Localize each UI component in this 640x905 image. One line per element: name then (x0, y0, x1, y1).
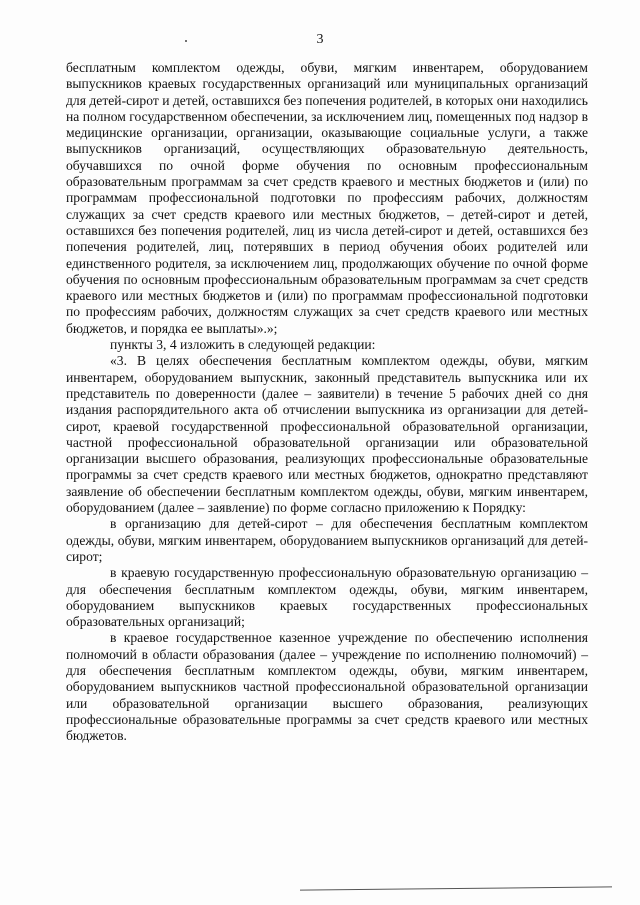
paragraph-state-institution: в краевое государственное казенное учреждение по обеспечению исполнения полномочий в области образования (далее – учреждение по исполнению полномочий) – для обеспечения бесплатным комплектом одежды, обуви, мягким инвентарем, оборудованием выпускников частной профессиональной образовательной организации или образовательной организации высшего образования, реализующих профессиональные образовательные программы за счет средств краевого или местных бюджетов. (66, 630, 588, 744)
page-number: 3 (316, 32, 324, 47)
paragraph-instruction: пункты 3, 4 изложить в следующей редакции: (110, 337, 376, 353)
paragraph-clause-3: «3. В целях обеспечения бесплатным комплектом одежды, обуви, мягким инвентарем, оборудованием выпускник, законный представитель выпускника или их представитель по доверенности (далее – заявители) в течение 5 рабочих дней со дня издания распорядительного акта об отчислении выпускника из организации для детей-сирот, краевой государственной профессиональной образовательной организации, частной профессиональной образовательной организации или образовательной организации высшего образования, реализующих профессиональные образовательные программы за счет средств краевого или местных бюджетов, однократно представляют заявление об обеспечении бесплатным комплектом одежды, обуви, мягким инвентарем, оборудованием (далее – заявление) по форме согласно приложению к Порядку: (66, 353, 588, 516)
document-body (66, 60, 588, 744)
paragraph-orphan-org: в организацию для детей-сирот – для обеспечения бесплатным комплектом одежды, обуви, мягким инвентарем, оборудованием выпускников организаций для детей-сирот; (66, 516, 588, 564)
scan-speck (185, 40, 187, 42)
paragraph-continuation: бесплатным комплектом одежды, обуви, мягким инвентарем, оборудованием выпускников краевых государственных организаций или муниципальных организаций для детей-сирот и детей, оставшихся без попечения родителей, в которых они находились на полном государственном обеспечении, за исключением лиц, помещенных под надзор в медицинские организации, организации, оказывающие социальные услуги, а также выпускников организаций, осуществляющих образовательную деятельность, обучавшихся по очной форме обучения по основным профессиональным образовательным программам за счет средств краевого и местных бюджетов и (или) по программам профессиональной подготовки по профессиям рабочих, должностям служащих за счет средств краевого или местных бюджетов, – детей-сирот и детей, оставшихся без попечения родителей, лиц из числа детей-сирот и детей, оставшихся без попечения родителей, лиц, потерявших в период обучения обоих родителей или единственного родителя, за исключением лиц, продолжающих обучение по очной форме обучения по основным профессиональным образовательным программам за счет средств краевого или местных бюджетов и (или) по программам профессиональной подготовки по профессиям рабочих, должностям служащих за счет средств краевого или местных бюджетов, и порядка ее выплаты».»; (66, 60, 588, 336)
bottom-edge-line (300, 886, 612, 890)
paragraph-regional-org: в краевую государственную профессиональную образовательную организацию – для обеспечения бесплатным комплектом одежды, обуви, мягким инвентарем, оборудованием выпускников краевых государственных профессиональных образовательных организаций; (66, 565, 588, 630)
